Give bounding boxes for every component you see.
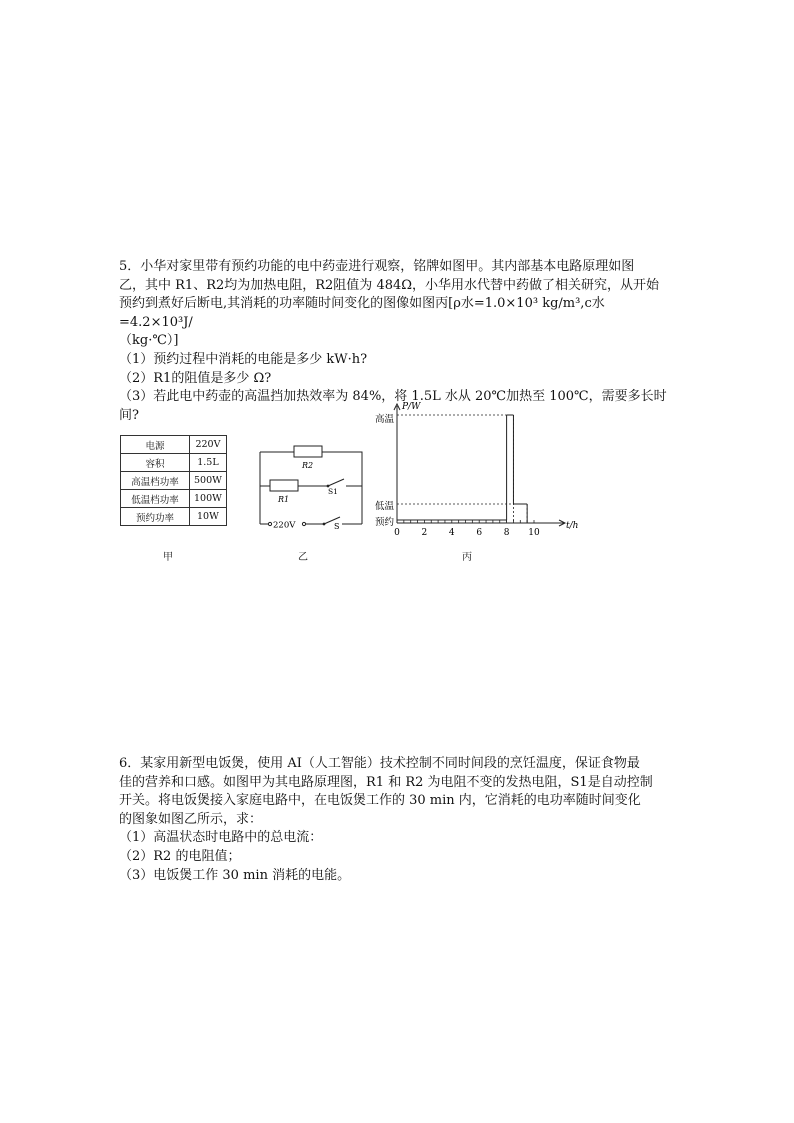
q6-line-3: 开关。将电饭煲接入家庭电路中，在电饭煲工作的 30 min 内，它消耗的电功率随时间变化 xyxy=(119,793,641,809)
q6-line-7: （3）电饭煲工作 30 min 消耗的电能。 xyxy=(119,867,351,883)
caption-bing: 丙 xyxy=(462,552,472,563)
switch-s1 xyxy=(328,479,344,486)
x-tick-label: 2 xyxy=(421,528,428,538)
y-level-high: 高温 xyxy=(375,414,395,425)
q6-line-2: 佳的营养和口感。如图甲为其电路原理图，R1 和 R2 为电阻不变的发热电阻，S1是自动控制 xyxy=(119,774,653,790)
table-key: 低温档功率 xyxy=(121,490,190,508)
q5-line-5: （1）预约过程中消耗的电能是多少 kW·h? xyxy=(119,351,368,367)
table-key: 容积 xyxy=(121,454,190,472)
label-r1: R1 xyxy=(278,495,290,504)
x-tick-label: 6 xyxy=(476,528,483,538)
label-s: S xyxy=(334,522,340,531)
table-key: 电源 xyxy=(121,436,190,454)
y-axis-label: P/W xyxy=(402,402,421,412)
q5-line-1: 5．小华对家里带有预约功能的电中药壶进行观察，铭牌如图甲。其内部基本电路原理如图 xyxy=(119,259,635,274)
table-key: 高温档功率 xyxy=(121,472,190,490)
power-time-chart xyxy=(370,398,590,540)
table-row xyxy=(121,472,227,490)
table-key: 预约功率 xyxy=(121,508,190,526)
q6-line-5: （1）高温状态时电路中的总电流： xyxy=(119,830,323,846)
caption-yi: 乙 xyxy=(298,552,308,563)
question-6 xyxy=(119,755,675,885)
y-level-low: 低温 xyxy=(375,501,395,512)
table-row xyxy=(121,454,227,472)
table-value: 1.5L xyxy=(190,454,227,472)
q6-line-1: 6．某家用新型电饭煲，使用 AI（人工智能）技术控制不同时间段的烹饪温度，保证食物最 xyxy=(119,756,640,771)
q6-line-4: 的图象如图乙所示，求： xyxy=(119,811,263,827)
resistor-r1 xyxy=(270,480,298,491)
caption-jia: 甲 xyxy=(163,552,173,563)
q5-line-8: 间? xyxy=(119,407,139,423)
table-row xyxy=(121,508,227,526)
nameplate-table xyxy=(120,435,227,526)
table-value: 500W xyxy=(190,472,227,490)
terminal xyxy=(268,522,271,525)
table-value: 220V xyxy=(190,436,227,454)
q5-line-6: （2）R1的阻值是多少 Ω? xyxy=(119,370,272,386)
table-row xyxy=(121,436,227,454)
table-value: 100W xyxy=(190,490,227,508)
label-r2: R2 xyxy=(302,461,314,470)
x-axis-label: t/h xyxy=(566,521,579,531)
circuit-diagram xyxy=(250,440,372,532)
x-tick-label: 10 xyxy=(528,528,540,538)
q5-line-3: 预约到煮好后断电,其消耗的功率随时间变化的图像如图丙[ρ水=1.0×10³ kg/m³,c水=4.2×10³J/ xyxy=(119,296,605,330)
terminal xyxy=(302,522,305,525)
label-voltage: 220V xyxy=(273,520,296,531)
table-row xyxy=(121,490,227,508)
label-s1: S1 xyxy=(328,487,338,496)
q6-line-6: （2）R2 的电阻值； xyxy=(119,848,241,864)
q5-line-4: （kg·℃）] xyxy=(119,333,179,349)
terminal xyxy=(323,523,326,526)
resistor-r2 xyxy=(294,446,322,457)
q5-line-2: 乙，其中 R1、R2均为加热电阻，R2阻值为 484Ω，小华用水代替中药做了相关研究，从开始 xyxy=(119,277,660,293)
q5-line-7: （3）若此电中药壶的高温挡加热效率为 84%，将 1.5L 水从 20℃加热至 100℃，需要多长时 xyxy=(119,389,667,405)
table-value: 10W xyxy=(190,508,227,526)
y-level-preset: 预约 xyxy=(375,517,395,528)
x-tick-label: 0 xyxy=(394,528,400,538)
x-tick-label: 4 xyxy=(448,528,455,538)
x-tick-label: 8 xyxy=(503,528,510,538)
